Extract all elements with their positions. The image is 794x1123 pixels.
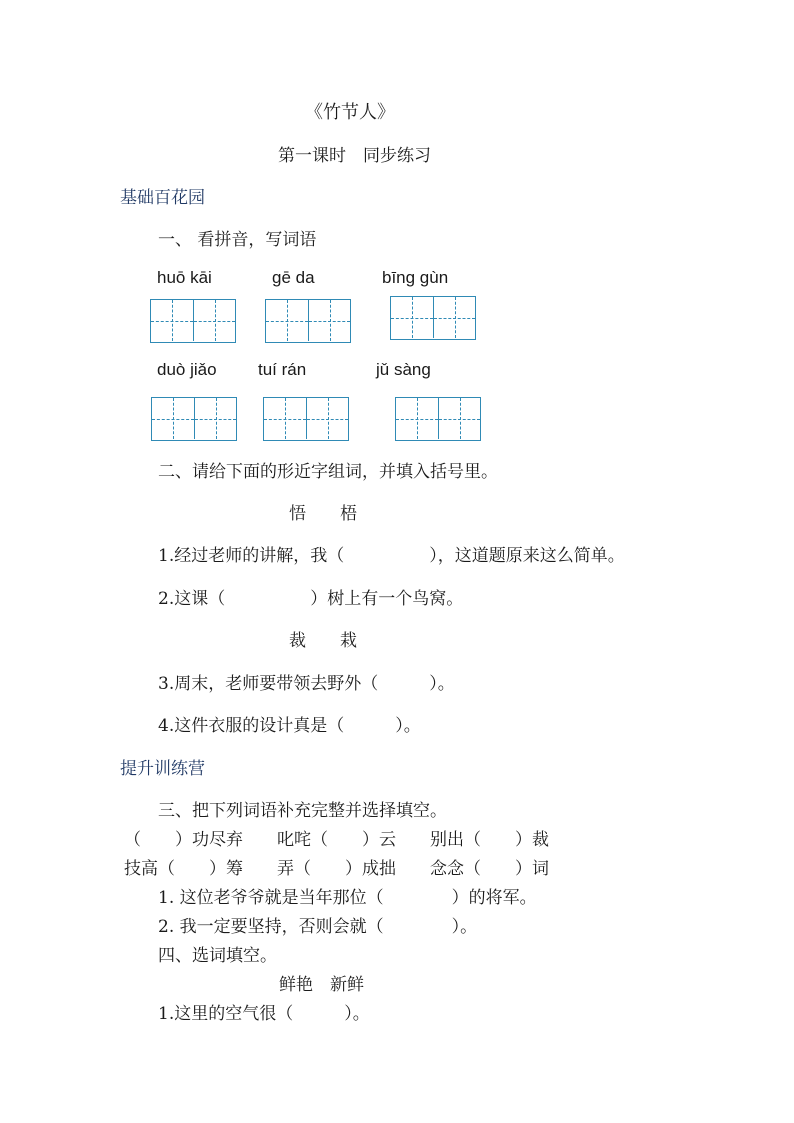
question-1-prompt: 一、 看拼音，写词语 [158, 230, 317, 250]
question-3-prompt: 三、把下列词语补充完整并选择填空。 [158, 801, 447, 821]
fill-blank-sentence: 2. 我一定要坚持，否则会就（ ）。 [158, 917, 478, 937]
question-2-prompt: 二、请给下面的形近字组词，并填入括号里。 [158, 462, 498, 482]
word-choices: 鲜艳 新鲜 [279, 975, 364, 995]
character-pair: 裁 栽 [289, 631, 357, 651]
writing-grid[interactable] [395, 397, 481, 441]
writing-grid[interactable] [263, 397, 349, 441]
fill-blank-sentence: 2.这课（ ）树上有一个鸟窝。 [158, 589, 464, 609]
question-4-prompt: 四、选词填空。 [158, 946, 277, 966]
fill-blank-sentence: 3.周末，老师要带领去野外（ ）。 [158, 674, 455, 694]
writing-grid[interactable] [265, 299, 351, 343]
character-pair: 悟 梧 [289, 504, 357, 524]
pinyin-label: duò jiǎo [157, 360, 217, 379]
fill-blank-sentence: 1.经过老师的讲解，我（ ），这道题原来这么简单。 [158, 546, 625, 566]
section-heading-basic: 基础百花园 [120, 188, 205, 208]
pinyin-label: huō kāi [157, 268, 212, 287]
fill-blank-sentence: 4.这件衣服的设计真是（ ）。 [158, 716, 421, 736]
writing-grid[interactable] [150, 299, 236, 343]
section-heading-advanced: 提升训练营 [120, 759, 205, 779]
page-title: 《竹节人》 [305, 102, 395, 123]
fill-blank-sentence: 1. 这位老爷爷就是当年那位（ ）的将军。 [158, 888, 537, 908]
writing-grid[interactable] [390, 296, 476, 340]
idiom-row: 技高（ ）筹 弄（ ）成拙 念念（ ）词 [124, 859, 549, 879]
pinyin-label: gē da [272, 268, 315, 287]
idiom-row: （ ）功尽弃 叱咤（ ）云 别出（ ）裁 [124, 830, 549, 850]
pinyin-label: bīng gùn [382, 268, 449, 287]
pinyin-label: tuí rán [258, 360, 307, 379]
pinyin-label: jǔ sàng [376, 360, 431, 379]
page-subtitle: 第一课时 同步练习 [278, 146, 431, 166]
fill-blank-sentence: 1.这里的空气很（ ）。 [158, 1004, 370, 1024]
writing-grid[interactable] [151, 397, 237, 441]
